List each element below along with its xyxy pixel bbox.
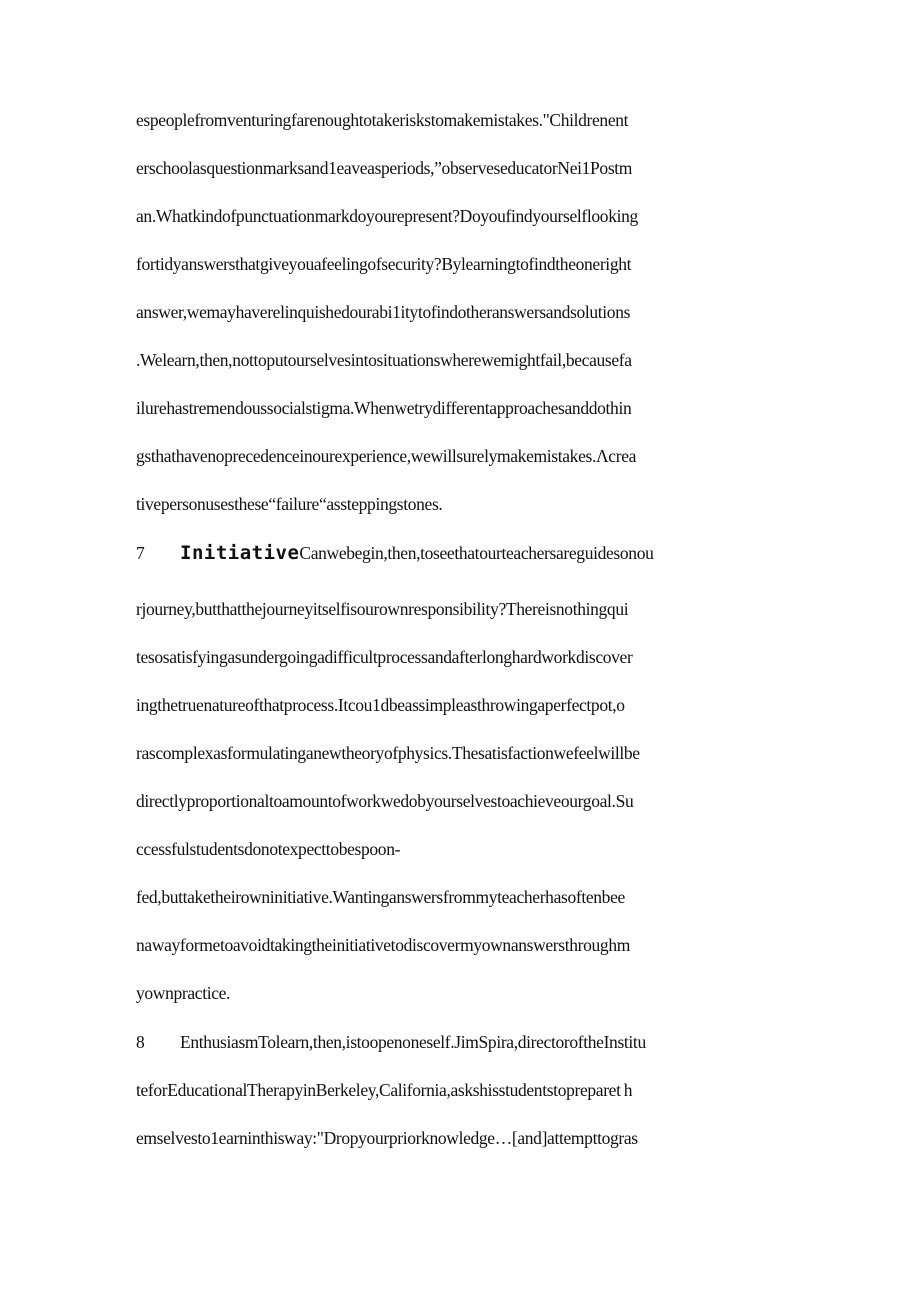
text-line: ccessfulstudentsdonotexpecttobespoon- (136, 839, 401, 859)
paragraph-number: 8 (136, 1032, 145, 1052)
text-line: an.Whatkindofpunctuationmarkdoyourepresent?Doyoufindyourselflooking (136, 206, 638, 226)
text-line: emselvesto1earninthisway:"Dropyourpriorknowledge…[and]attempttogras (136, 1128, 638, 1148)
text-line: gsthathavenoprecedenceinourexperience,wewillsurelymakemistakes.Λcrea (136, 446, 637, 466)
paragraph-number: 7 (136, 543, 145, 563)
text-line: fed,buttaketheirowninitiative.Wantinganswersfrommyteacherhasoftenbee (136, 887, 625, 907)
text-line: nawayformetoavoidtakingtheinitiativetodiscovermyownanswersthroughm (136, 935, 630, 955)
paragraph-8-first-line (136, 1030, 796, 1054)
text-line: teforEducationalTherapyinBerkeley,California,askshisstudentstopreparet h (136, 1080, 633, 1100)
text-line: fortidyanswersthatgiveyouafeelingofsecurity?Bylearningtofindtheoneright (136, 254, 632, 274)
text-span: Canwebegin,then,toseethatourteachersareguidesonou (299, 543, 654, 563)
text-line: tesosatisfyingasundergoingadifficultprocessandafterlonghardworkdiscover (136, 647, 633, 667)
text-line: ilurehastremendoussocialstigma.Whenwetrydifferentapproachesanddothin (136, 398, 632, 418)
text-line: .Welearn,then,nottoputourselvesintosituationswherewemightfail,becausefa (136, 350, 632, 370)
text-line: directlyproportionaltoamountofworkwedobyourselvestoachieveourgoal.Su (136, 791, 634, 811)
paragraph-7-first-line (136, 541, 796, 565)
text-span: EnthusiasmTolearn,then,istoopenoneself.JimSpira,directoroftheInstitu (180, 1032, 646, 1052)
text-line: ingthetruenatureofthatprocess.Itcou1dbeassimpleasthrowingaperfectpot,o (136, 695, 625, 715)
text-line: espeoplefromventuringfarenoughtotakeriskstomakemistakes."Childrenent (136, 110, 629, 130)
text-line: tivepersonusesthese“failure“assteppingstones. (136, 494, 443, 514)
text-line: yownpractice. (136, 983, 231, 1003)
text-line: answer,wemayhaverelinquishedourabi1itytofindotheranswersandsolutions (136, 302, 631, 322)
text-line: rascomplexasformulatinganewtheoryofphysics.Thesatisfactionwefeelwillbe (136, 743, 640, 763)
section-heading: Initiative (180, 542, 300, 564)
text-line: rjourney,butthatthejourneyitselfisourownresponsibility?Thereisnothingqui (136, 599, 629, 619)
text-line: erschoolasquestionmarksand1eaveasperiods,”observeseducatorNei1Postm (136, 158, 633, 178)
